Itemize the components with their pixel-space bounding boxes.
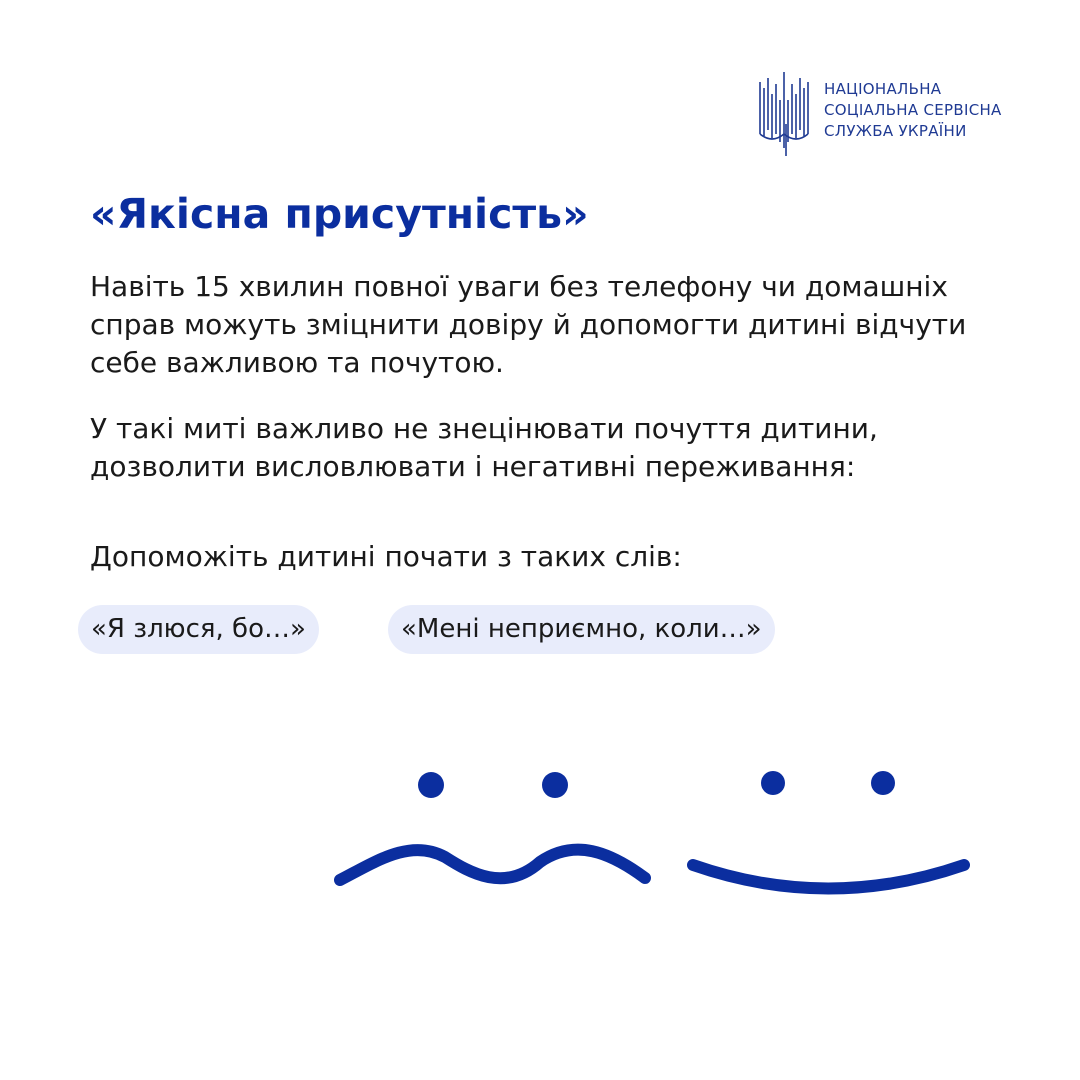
phrase-chip-angry: «Я злюся, бо…» bbox=[78, 605, 319, 654]
paragraph-attention: Навіть 15 хвилин повної уваги без телефону чи домашніх справ можуть зміцнити довіру й допомогти дитині відчути себе важливою та почутою. bbox=[90, 270, 967, 379]
wavy-face-icon bbox=[340, 772, 645, 880]
paragraph-feelings: У такі миті важливо не знецінювати почуття дитини, дозволити висловлювати і негативні переживання: bbox=[90, 412, 878, 483]
faces-illustration bbox=[0, 740, 1080, 940]
page-title: «Якісна присутність» bbox=[90, 190, 589, 238]
logo-line-3: СЛУЖБА УКРАЇНИ bbox=[824, 121, 967, 140]
phrase-chip-unpleasant: «Мені неприємно, коли…» bbox=[388, 605, 775, 654]
logo bbox=[756, 64, 1002, 156]
logo-line-1: НАЦІОНАЛЬНА bbox=[824, 79, 942, 98]
smile-face-icon bbox=[693, 771, 964, 889]
nssu-emblem-icon bbox=[756, 64, 814, 156]
logo-line-2: СОЦІАЛЬНА СЕРВІСНА bbox=[824, 100, 1002, 119]
paragraph-prompt: Допоможіть дитині почати з таких слів: bbox=[90, 540, 682, 573]
